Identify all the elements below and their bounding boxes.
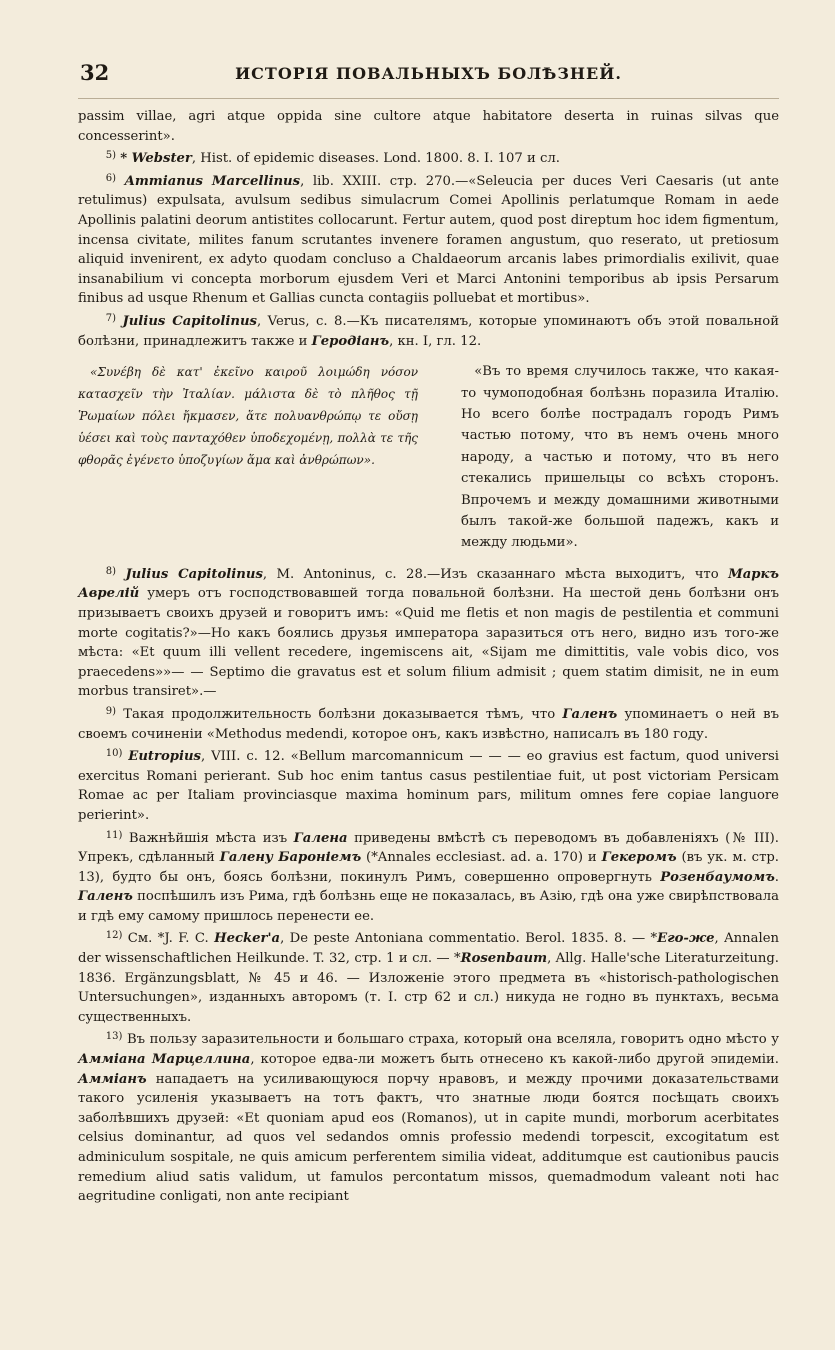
footnote-number: 8) bbox=[105, 565, 116, 577]
footnote-number: 13) bbox=[105, 1031, 123, 1043]
footnote-text: . bbox=[774, 869, 779, 885]
author-name: Eutropius bbox=[128, 749, 201, 765]
footnote-text: приведены вмѣстѣ съ переводомъ въ добавленіяхъ (№ III). Упрекъ, сдѣланный bbox=[78, 830, 779, 866]
footnote-text: , которое едва-ли можетъ быть отнесено къ какой-либо другой эпидеміи. bbox=[250, 1052, 779, 1068]
footnote-text: Важнѣйшія мѣста изъ bbox=[128, 830, 294, 846]
person-name: Галену Бароніемъ bbox=[219, 850, 362, 866]
author-name: Julius Capitolinus bbox=[125, 566, 263, 582]
greek-quotation: «Συνέβη δὲ κατ' ἐκεῖνο καιροῦ λοιμώδη νόσον κατασχεῖν τὴν Ἰταλίαν. μάλιστα δὲ τὸ πλῆθος τῇ Ῥωμαίων πόλει ἤκμασεν, ἅτε πολυανθρώπῳ τε οὔσῃ ὑέσει καὶ τοὺς πανταχόθεν ὑποδεχομένῃ, πολλὰ τε τῆς φθορᾶς ἐγένετο ὑποζυγίων ἅμα καὶ ἀνθρώπων». bbox=[78, 365, 418, 468]
person-name: Галена bbox=[293, 830, 348, 846]
footnote-number: 9) bbox=[105, 705, 116, 717]
footnote-text: , M. Antoninus, c. 28.—Изъ сказаннаго мѣста выходитъ, что bbox=[262, 566, 729, 582]
footnote-7 bbox=[78, 309, 779, 351]
footnote-13 bbox=[78, 1027, 779, 1206]
footnote-text: (въ ук. м. стр. 13), будто бы онъ, боясь болѣзни, покинулъ Римъ, совершенно опровергнуть bbox=[78, 850, 780, 885]
footnote-number: 7) bbox=[105, 312, 116, 324]
footnote-text: , De peste Antoniana commentatio. Berol. 1835. 8. — * bbox=[280, 931, 658, 947]
footnote-11 bbox=[78, 826, 779, 927]
author-name: Ammianus Marcellinus bbox=[124, 173, 301, 189]
footnote-text: нападаетъ на усиливающуюся порчу нравовъ, и между прочими доказательствами такого усиленія указываетъ на тотъ фактъ, что знатные люди боятся посѣщать своихъ заболѣвшихъ друзей: «Et quoniam apud eos (Romanos), ut in capite mundi, morborum acerbitates celsius dominantur, ad quos vel sedandos omnis professio medendi torpescit, excogitatum est adminiculum sospitale, ne quis amicum perferentem similia videat, additumque est cautionibus paucis remedium aliud satis validum, ut famulos percontatum missos, quemadmodum valeant noti hac aegritudine conligati, non ante recipiant bbox=[78, 1071, 779, 1205]
footnote-8 bbox=[78, 562, 779, 702]
footnote-text: , VIII. c. 12. «Bellum marcomannicum — — — eo gravius est factum, quod universi exercitus Romani perierant. Sub hoc enim tantus casus pestilentiae fuit, ut post victoriam Persicam Romae ac per Italiam provinciasque maxima hominum pars, militum omnes fere copiae languore perierint». bbox=[78, 749, 779, 823]
footnote-text: (*Annales ecclesiast. ad. a. 170) и bbox=[361, 850, 602, 866]
footnote-text: , Hist. of epidemic diseases. Lond. 1800. 8. I. 107 и сл. bbox=[191, 151, 560, 167]
author-name: Julius Capitolinus bbox=[122, 313, 257, 329]
footnote-text: умеръ отъ господствовавшей тогда повальной болѣзни. На шестой день болѣзни онъ призываетъ своихъ друзей и говоритъ имъ: «Quid me fletis et non magis de pestilentia et communi morte cogitatis?»—Но какъ боялись друзья императора заразиться отъ него, видно изъ того-же мѣста: «Et quum illi vellent recedere, ingemiscens ait, «Sijam me dimittitis, vale vobis dico, vos praecedens»»— — Septimo die gravatus est et solum filium admisit ; quem statim dimisit, ne in eum morbus transiret».— bbox=[78, 586, 779, 700]
person-name: Его-же bbox=[657, 931, 715, 947]
footnote-6 bbox=[78, 169, 779, 309]
russian-translation: «Въ то время случилось также, что какая-то чумоподобная болѣзнь поразила Италію. Но всего болѣе пострадалъ городъ Римъ частью потому, что въ немъ очень много народу, а частью и потому, что въ него стекались пришельцы со всѣхъ сторонъ. Впрочемъ и между домашними животными былъ такой-же большой падежъ, какъ и между людьми». bbox=[461, 364, 779, 551]
footnote-9 bbox=[78, 702, 779, 744]
author-name: Геродіанъ bbox=[311, 333, 390, 349]
running-title: ИСТОРІЯ ПОВАЛЬНЫХЪ БОЛѢЗНЕЙ. bbox=[235, 64, 622, 83]
footnote-text: , кн. I, гл. 12. bbox=[389, 333, 482, 349]
footnote-text: , lib. XXIII. стр. 270.—«Seleucia per duces Veri Caesaris (ut ante retulimus) expulsata, avulsum sedibus simulacrum Comei Apollinis perlatumque Romam in aede Apollinis palatini deorum antistites collocarunt. Fertur autem, quod post direptum hoc idem figmentum, incensa civitate, milites fanum scrutantes invenere foramen angustum, quo reserato, ut pretiosum aliquid invenirent, ex adyto quodam concluso a Chaldaeorum arcanis labes primordialis exilivit, quae insanabilium vi concepta morborum ejusdem Veri et Marci Antonini temporibus ab ipsis Persarum finibus ad usque Rhenum et Gallias cuncta contagiis polluebat et mortibus». bbox=[78, 173, 779, 307]
person-name: Аммiанъ bbox=[78, 1071, 147, 1087]
parallel-quotation bbox=[78, 361, 779, 554]
continued-paragraph: passim villae, agri atque oppida sine cultore atque habitatore deserta in ruinas silvas que concesserint». bbox=[78, 109, 779, 144]
footnote-number: 12) bbox=[105, 930, 123, 942]
person-name: Розенбаумомъ bbox=[660, 869, 775, 885]
person-name: Гекеромъ bbox=[601, 850, 677, 866]
footnote-12 bbox=[78, 926, 779, 1027]
footnote-number: 11) bbox=[105, 829, 123, 841]
footnote-text: поспѣшилъ изъ Рима, гдѣ болѣзнь еще не показалась, въ Азію, гдѣ она уже свирѣпствовала и гдѣ ему самому пришлось перенести ее. bbox=[78, 889, 779, 924]
footnote-text: , Verus, c. 8.—Къ писателямъ, которые упоминаютъ объ этой повальной болѣзни, принадлежитъ также и bbox=[78, 313, 779, 349]
page-number: 32 bbox=[80, 60, 110, 85]
author-name: * Webster bbox=[120, 151, 192, 167]
footnote-number: 6) bbox=[105, 172, 116, 184]
person-name: Галенъ bbox=[78, 889, 133, 905]
person-name: Галенъ bbox=[562, 706, 618, 722]
footnote-text: упоминаетъ о ней въ своемъ сочиненіи «Methodus medendi, которое онъ, какъ извѣстно, написалъ въ 180 году. bbox=[78, 706, 779, 742]
page-header bbox=[78, 58, 779, 99]
footnote-text: , Allg. Halle'sche Literaturzeitung. 1836. Ergänzungsblatt, № 45 и 46. — Изложеніе этого предмета въ «historisch-pathologischen Untersuchungen», изданныхъ авторомъ (т. I. стр 62 и сл.) никуда не годно въ пунктахъ, весьма существенныхъ. bbox=[78, 951, 779, 1025]
person-name: Маркъ Аврелій bbox=[78, 566, 779, 602]
footnote-text: См. *J. F. C. bbox=[127, 931, 215, 947]
footnote-10 bbox=[78, 744, 779, 825]
footnote-number: 5) bbox=[105, 150, 116, 162]
person-name: Аммiана Марцеллина bbox=[78, 1052, 251, 1068]
person-name: Hecker'a bbox=[214, 931, 281, 947]
footnote-text: Въ пользу заразительности и большаго страха, который она вселяла, говоритъ одно мѣсто у bbox=[126, 1032, 779, 1048]
footnote-5 bbox=[78, 146, 779, 169]
footnote-text: Такая продолжительность болѣзни доказывается тѣмъ, что bbox=[123, 706, 563, 722]
footnote-number: 10) bbox=[105, 748, 123, 760]
person-name: Rosenbaum bbox=[460, 951, 548, 967]
footnote-text: , Annalen der wissenschaftlichen Heilkunde. T. 32, стр. 1 и сл. — * bbox=[78, 931, 779, 967]
